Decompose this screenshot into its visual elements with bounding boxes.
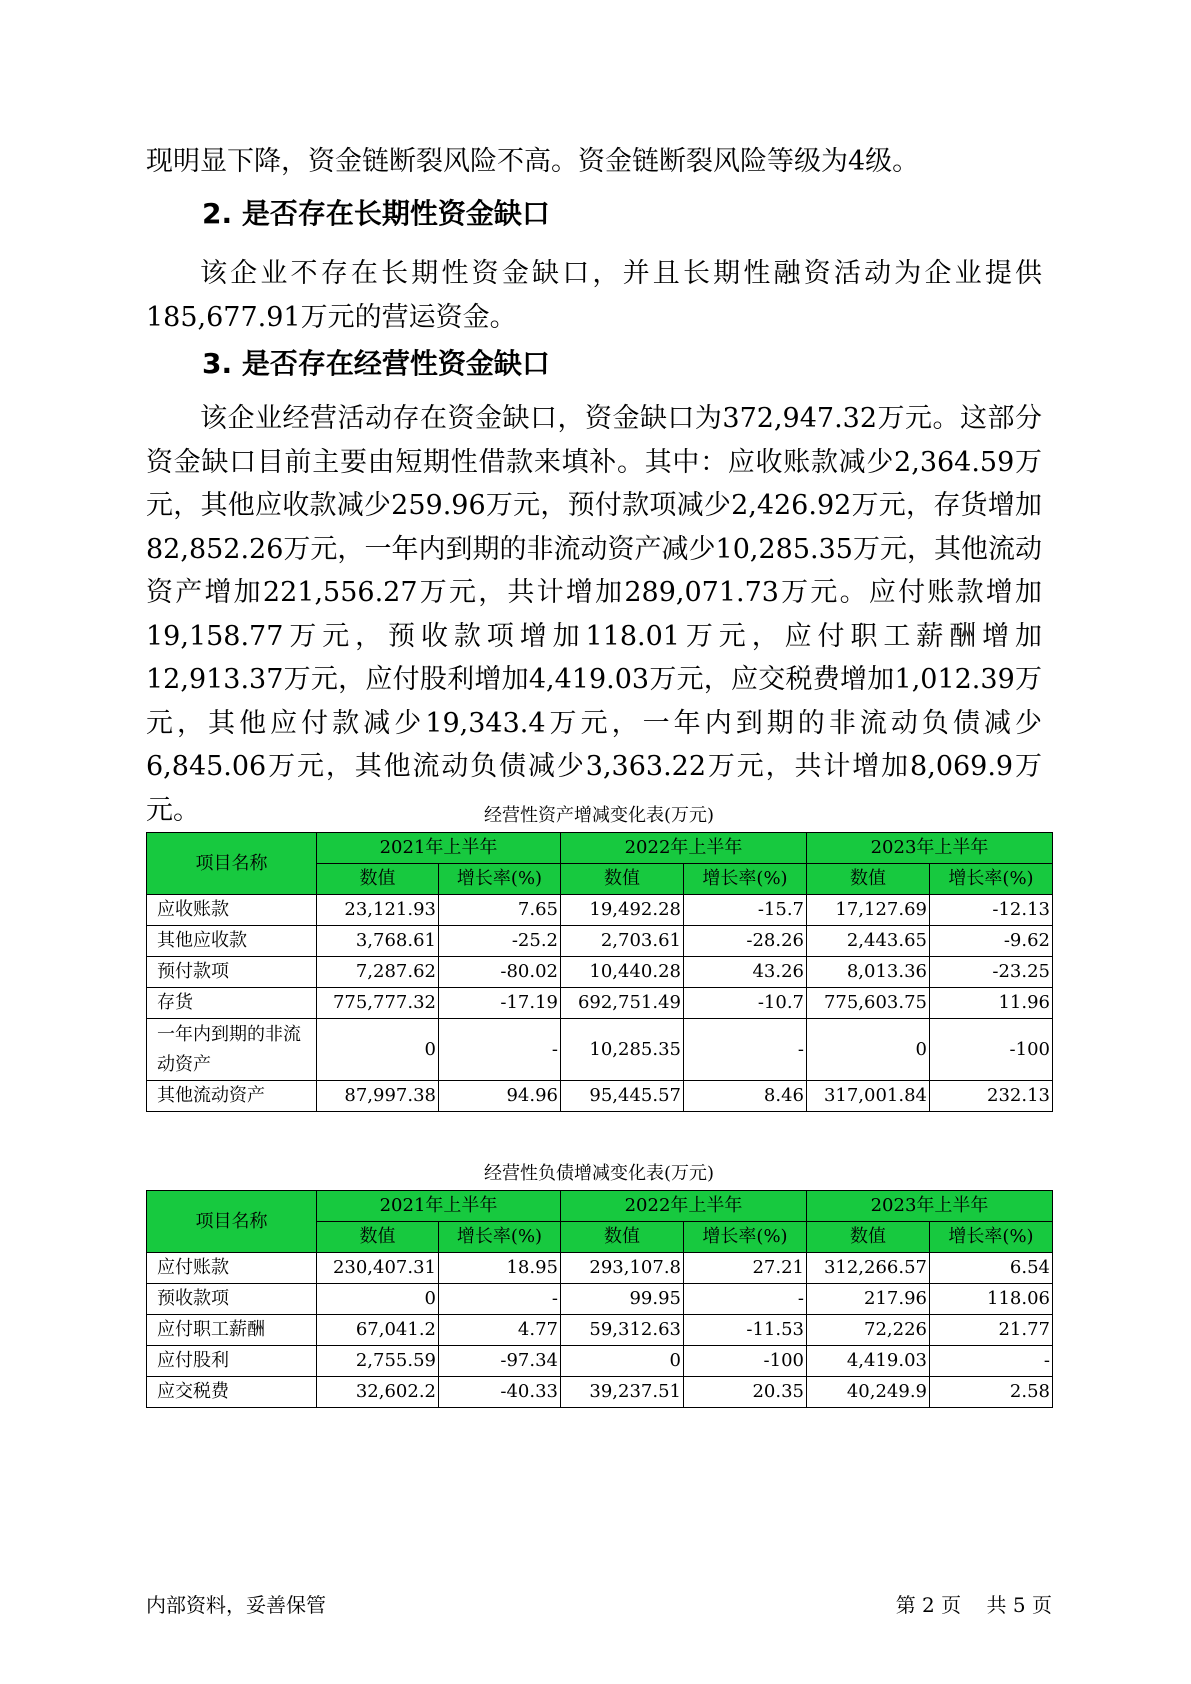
cell-value: 2,755.59: [317, 1346, 439, 1377]
header-period: 2022年上半年: [561, 833, 807, 864]
cell-value: 10,285.35: [561, 1019, 684, 1081]
cell-growth: -28.26: [684, 926, 807, 957]
cell-value: 40,249.9: [807, 1377, 930, 1408]
cell-value: 775,603.75: [807, 988, 930, 1019]
table-row: [147, 1377, 1053, 1408]
cell-value: 230,407.31: [317, 1253, 439, 1284]
cell-value: 0: [561, 1346, 684, 1377]
cell-value: 0: [317, 1019, 439, 1081]
paragraph-operating-gap: 该企业经营活动存在资金缺口，资金缺口为372,947.32万元。这部分资金缺口目前主要由短期性借款来填补。其中：应收账款减少2,364.59万元，其他应收款减少259.96万元，预付款项减少2,426.92万元，存货增加82,852.26万元，一年内到期的非流动资产减少10,285.35万元，其他流动资产增加221,556.27万元，共计增加289,071.73万元。应付账款增加19,158.77万元，预收款项增加118.01万元，应付职工薪酬增加12,913.37万元，应付股利增加4,419.03万元，应交税费增加1,012.39万元，其他应付款减少19,343.4万元，一年内到期的非流动负债减少6,845.06万元，其他流动负债减少3,363.22万元，共计增加8,069.9万元。: [146, 403, 1042, 826]
footer-confidential-note: 内部资料，妥善保管: [146, 1593, 326, 1617]
table-row: [147, 1081, 1053, 1112]
cell-growth: 118.06: [930, 1284, 1053, 1315]
cell-growth: -: [930, 1346, 1053, 1377]
cell-growth: -25.2: [439, 926, 561, 957]
cell-value: 95,445.57: [561, 1081, 684, 1112]
cell-growth: -80.02: [439, 957, 561, 988]
cell-growth: -23.25: [930, 957, 1053, 988]
header-value: 数值: [561, 864, 684, 895]
row-name: 应付职工薪酬: [147, 1315, 317, 1346]
row-name: 预付款项: [147, 957, 317, 988]
paragraph-risk-summary: 现明显下降，资金链断裂风险不高。资金链断裂风险等级为4级。: [146, 146, 920, 177]
cell-value: 692,751.49: [561, 988, 684, 1019]
cell-value: 775,777.32: [317, 988, 439, 1019]
table-row: [147, 926, 1053, 957]
row-name: 存货: [147, 988, 317, 1019]
header-value: 数值: [317, 1222, 439, 1253]
header-period: 2022年上半年: [561, 1191, 807, 1222]
cell-value: 10,440.28: [561, 957, 684, 988]
table-row: [147, 1253, 1053, 1284]
cell-growth: 4.77: [439, 1315, 561, 1346]
table-row: [147, 988, 1053, 1019]
row-name: 应付账款: [147, 1253, 317, 1284]
table-row: [147, 1346, 1053, 1377]
cell-value: 32,602.2: [317, 1377, 439, 1408]
heading-long-term-gap: 2. 是否存在长期性资金缺口: [202, 197, 550, 230]
cell-value: 3,768.61: [317, 926, 439, 957]
header-growth: 增长率(%): [684, 864, 807, 895]
header-item-name: 项目名称: [147, 833, 317, 895]
row-name: 一年内到期的非流动资产: [147, 1019, 317, 1081]
table-row: [147, 895, 1053, 926]
row-name: 其他流动资产: [147, 1081, 317, 1112]
cell-value: 8,013.36: [807, 957, 930, 988]
cell-growth: -15.7: [684, 895, 807, 926]
table-row: [147, 1019, 1053, 1081]
cell-growth: -9.62: [930, 926, 1053, 957]
cell-growth: 43.26: [684, 957, 807, 988]
row-name: 预收款项: [147, 1284, 317, 1315]
row-name: 其他应收款: [147, 926, 317, 957]
table-row: [147, 957, 1053, 988]
assets-change-table: [146, 832, 1053, 1112]
header-period: 2023年上半年: [807, 833, 1053, 864]
header-growth: 增长率(%): [930, 864, 1053, 895]
liabilities-change-table: [146, 1190, 1053, 1408]
heading-operating-gap: 3. 是否存在经营性资金缺口: [202, 347, 550, 380]
cell-value: 59,312.63: [561, 1315, 684, 1346]
cell-value: 23,121.93: [317, 895, 439, 926]
cell-value: 293,107.8: [561, 1253, 684, 1284]
table-row: [147, 1315, 1053, 1346]
cell-growth: -: [439, 1284, 561, 1315]
table-title-liabilities: 经营性负债增减变化表(万元): [483, 1163, 715, 1184]
cell-growth: -: [439, 1019, 561, 1081]
cell-growth: 6.54: [930, 1253, 1053, 1284]
cell-growth: 18.95: [439, 1253, 561, 1284]
cell-growth: 94.96: [439, 1081, 561, 1112]
table-title-assets: 经营性资产增减变化表(万元): [483, 805, 715, 826]
cell-value: 2,443.65: [807, 926, 930, 957]
cell-growth: -97.34: [439, 1346, 561, 1377]
cell-growth: -12.13: [930, 895, 1053, 926]
header-value: 数值: [807, 864, 930, 895]
cell-value: 317,001.84: [807, 1081, 930, 1112]
cell-growth: -40.33: [439, 1377, 561, 1408]
cell-growth: 11.96: [930, 988, 1053, 1019]
header-growth: 增长率(%): [930, 1222, 1053, 1253]
cell-value: 2,703.61: [561, 926, 684, 957]
cell-value: 99.95: [561, 1284, 684, 1315]
header-period: 2021年上半年: [317, 833, 561, 864]
cell-growth: -: [684, 1284, 807, 1315]
header-value: 数值: [561, 1222, 684, 1253]
paragraph-long-term-gap: 该企业不存在长期性资金缺口，并且长期性融资活动为企业提供185,677.91万元的营运资金。: [146, 258, 1042, 333]
row-name: 应付股利: [147, 1346, 317, 1377]
cell-growth: -100: [684, 1346, 807, 1377]
header-value: 数值: [317, 864, 439, 895]
header-growth: 增长率(%): [684, 1222, 807, 1253]
cell-value: 17,127.69: [807, 895, 930, 926]
cell-growth: 21.77: [930, 1315, 1053, 1346]
cell-value: 0: [807, 1019, 930, 1081]
cell-growth: 2.58: [930, 1377, 1053, 1408]
cell-growth: -100: [930, 1019, 1053, 1081]
header-period: 2023年上半年: [807, 1191, 1053, 1222]
header-period: 2021年上半年: [317, 1191, 561, 1222]
row-name: 应收账款: [147, 895, 317, 926]
cell-value: 39,237.51: [561, 1377, 684, 1408]
header-item-name: 项目名称: [147, 1191, 317, 1253]
cell-value: 7,287.62: [317, 957, 439, 988]
cell-growth: -: [684, 1019, 807, 1081]
cell-value: 312,266.57: [807, 1253, 930, 1284]
header-growth: 增长率(%): [439, 864, 561, 895]
header-value: 数值: [807, 1222, 930, 1253]
cell-growth: 232.13: [930, 1081, 1053, 1112]
cell-growth: -17.19: [439, 988, 561, 1019]
cell-growth: 7.65: [439, 895, 561, 926]
cell-value: 4,419.03: [807, 1346, 930, 1377]
footer-page-number: 第 2 页 共 5 页: [895, 1593, 1052, 1617]
cell-value: 19,492.28: [561, 895, 684, 926]
cell-growth: -11.53: [684, 1315, 807, 1346]
row-name: 应交税费: [147, 1377, 317, 1408]
cell-value: 0: [317, 1284, 439, 1315]
cell-growth: -10.7: [684, 988, 807, 1019]
cell-value: 72,226: [807, 1315, 930, 1346]
header-growth: 增长率(%): [439, 1222, 561, 1253]
cell-value: 67,041.2: [317, 1315, 439, 1346]
cell-growth: 20.35: [684, 1377, 807, 1408]
cell-value: 217.96: [807, 1284, 930, 1315]
cell-growth: 8.46: [684, 1081, 807, 1112]
cell-value: 87,997.38: [317, 1081, 439, 1112]
table-row: [147, 1284, 1053, 1315]
cell-growth: 27.21: [684, 1253, 807, 1284]
